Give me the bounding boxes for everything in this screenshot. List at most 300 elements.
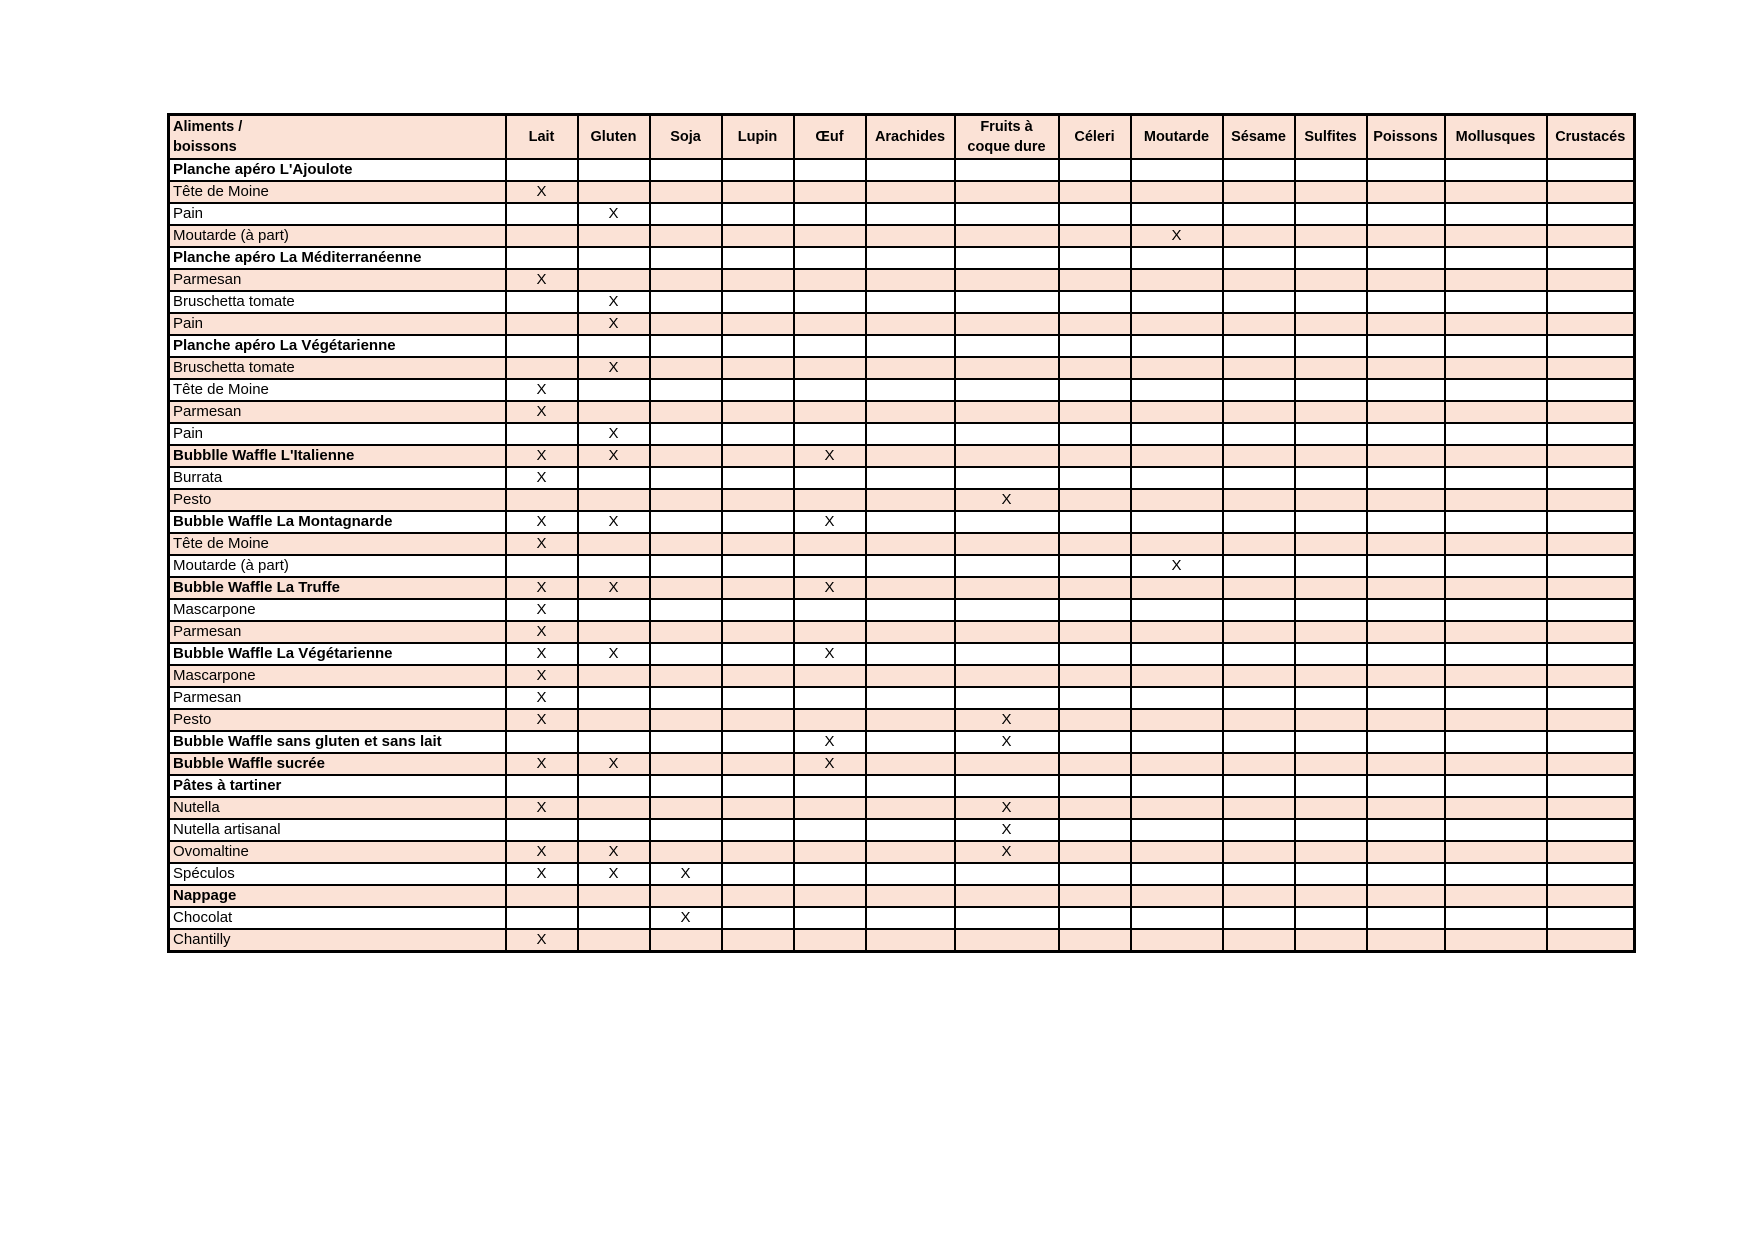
allergen-cell bbox=[1131, 379, 1223, 401]
allergen-cell bbox=[1547, 533, 1635, 555]
allergen-cell bbox=[578, 621, 650, 643]
allergen-cell bbox=[1295, 467, 1367, 489]
allergen-cell bbox=[1445, 709, 1547, 731]
allergen-cell bbox=[955, 269, 1059, 291]
allergen-cell: X bbox=[506, 621, 578, 643]
allergen-cell bbox=[722, 841, 794, 863]
allergen-cell bbox=[1223, 753, 1295, 775]
allergen-cell bbox=[1547, 401, 1635, 423]
allergen-cell bbox=[955, 247, 1059, 269]
allergen-cell bbox=[955, 555, 1059, 577]
allergen-cell bbox=[650, 379, 722, 401]
allergen-cell bbox=[955, 291, 1059, 313]
allergen-cell bbox=[578, 929, 650, 952]
item-name-cell: Nutella artisanal bbox=[169, 819, 506, 841]
allergen-cell bbox=[1547, 445, 1635, 467]
item-name-cell: Bubble Waffle sans gluten et sans lait bbox=[169, 731, 506, 753]
allergen-cell bbox=[506, 335, 578, 357]
allergen-cell bbox=[1059, 335, 1131, 357]
allergen-cell bbox=[1367, 225, 1445, 247]
allergen-cell bbox=[1547, 159, 1635, 181]
item-name-cell: Parmesan bbox=[169, 687, 506, 709]
allergen-cell bbox=[866, 269, 955, 291]
allergen-cell bbox=[722, 907, 794, 929]
allergen-cell bbox=[650, 159, 722, 181]
table-body bbox=[169, 159, 1635, 952]
item-name-cell: Bubble Waffle La Truffe bbox=[169, 577, 506, 599]
table-row bbox=[169, 511, 1635, 533]
allergen-cell bbox=[1445, 225, 1547, 247]
allergen-cell bbox=[1367, 621, 1445, 643]
allergen-cell bbox=[1223, 357, 1295, 379]
allergen-cell bbox=[1367, 181, 1445, 203]
allergen-cell bbox=[1445, 577, 1547, 599]
allergen-cell bbox=[1223, 489, 1295, 511]
allergen-cell bbox=[1445, 423, 1547, 445]
allergen-cell bbox=[650, 731, 722, 753]
allergen-cell bbox=[1223, 819, 1295, 841]
allergen-cell bbox=[578, 665, 650, 687]
allergen-cell bbox=[1059, 907, 1131, 929]
allergen-cell bbox=[1295, 775, 1367, 797]
allergen-cell: X bbox=[650, 907, 722, 929]
column-header: Lait bbox=[506, 115, 578, 160]
table-row bbox=[169, 269, 1635, 291]
allergen-cell bbox=[506, 885, 578, 907]
item-name-cell: Pain bbox=[169, 203, 506, 225]
allergen-cell bbox=[1131, 291, 1223, 313]
allergen-cell bbox=[650, 445, 722, 467]
allergen-cell bbox=[1131, 181, 1223, 203]
allergen-cell bbox=[578, 467, 650, 489]
allergen-cell bbox=[722, 445, 794, 467]
allergen-cell bbox=[1059, 489, 1131, 511]
allergen-cell bbox=[1367, 357, 1445, 379]
allergen-cell bbox=[1445, 885, 1547, 907]
item-name-cell: Parmesan bbox=[169, 269, 506, 291]
allergen-cell bbox=[1059, 401, 1131, 423]
allergen-cell bbox=[1295, 753, 1367, 775]
allergen-cell bbox=[1445, 775, 1547, 797]
allergen-cell bbox=[1547, 225, 1635, 247]
allergen-cell bbox=[650, 643, 722, 665]
allergen-cell bbox=[722, 225, 794, 247]
allergen-cell bbox=[794, 467, 866, 489]
allergen-cell bbox=[866, 753, 955, 775]
allergen-cell bbox=[1059, 731, 1131, 753]
allergen-cell bbox=[722, 665, 794, 687]
item-name-cell: Tête de Moine bbox=[169, 181, 506, 203]
allergen-cell bbox=[1131, 203, 1223, 225]
allergen-cell: X bbox=[578, 445, 650, 467]
allergen-cell bbox=[1547, 555, 1635, 577]
allergen-cell bbox=[1131, 775, 1223, 797]
allergen-cell bbox=[794, 181, 866, 203]
allergen-cell bbox=[1223, 929, 1295, 952]
allergen-cell bbox=[722, 577, 794, 599]
allergen-cell bbox=[1223, 709, 1295, 731]
allergen-cell bbox=[1295, 423, 1367, 445]
allergen-cell bbox=[1547, 731, 1635, 753]
allergen-cell bbox=[1059, 709, 1131, 731]
allergen-cell bbox=[1223, 907, 1295, 929]
allergen-cell bbox=[1131, 357, 1223, 379]
allergen-cell bbox=[1223, 621, 1295, 643]
allergen-cell bbox=[866, 357, 955, 379]
allergen-cell: X bbox=[794, 753, 866, 775]
allergen-cell bbox=[866, 247, 955, 269]
allergen-cell bbox=[722, 599, 794, 621]
table-row bbox=[169, 467, 1635, 489]
allergen-cell bbox=[722, 709, 794, 731]
allergen-cell: X bbox=[506, 577, 578, 599]
allergen-cell bbox=[794, 907, 866, 929]
allergen-cell bbox=[1059, 621, 1131, 643]
allergen-cell bbox=[722, 313, 794, 335]
allergen-cell bbox=[506, 225, 578, 247]
allergen-cell bbox=[794, 929, 866, 952]
allergen-cell bbox=[1295, 533, 1367, 555]
allergen-cell bbox=[794, 533, 866, 555]
allergen-cell bbox=[1367, 269, 1445, 291]
allergen-cell bbox=[1445, 313, 1547, 335]
allergen-cell bbox=[955, 445, 1059, 467]
allergen-cell bbox=[650, 401, 722, 423]
allergen-cell bbox=[650, 533, 722, 555]
allergen-cell bbox=[1059, 225, 1131, 247]
allergen-cell bbox=[1367, 775, 1445, 797]
allergen-cell bbox=[650, 423, 722, 445]
allergen-cell bbox=[1295, 885, 1367, 907]
allergen-cell bbox=[1223, 247, 1295, 269]
allergen-cell bbox=[1223, 203, 1295, 225]
table-row bbox=[169, 357, 1635, 379]
table-row bbox=[169, 709, 1635, 731]
allergen-cell bbox=[1295, 841, 1367, 863]
allergen-cell bbox=[650, 467, 722, 489]
allergen-cell bbox=[955, 511, 1059, 533]
allergen-cell bbox=[794, 159, 866, 181]
allergen-cell bbox=[1131, 907, 1223, 929]
allergen-cell bbox=[955, 577, 1059, 599]
allergen-cell: X bbox=[578, 863, 650, 885]
allergen-cell bbox=[794, 247, 866, 269]
allergen-cell bbox=[866, 621, 955, 643]
allergen-cell bbox=[1547, 907, 1635, 929]
allergen-cell bbox=[1547, 621, 1635, 643]
allergen-cell bbox=[1295, 401, 1367, 423]
allergen-cell bbox=[1295, 511, 1367, 533]
allergen-cell bbox=[794, 599, 866, 621]
allergen-cell bbox=[1367, 577, 1445, 599]
allergen-cell bbox=[722, 687, 794, 709]
item-name-cell: Moutarde (à part) bbox=[169, 555, 506, 577]
allergen-cell bbox=[1445, 445, 1547, 467]
table-row bbox=[169, 731, 1635, 753]
column-header: Soja bbox=[650, 115, 722, 160]
allergen-cell bbox=[1367, 467, 1445, 489]
column-header: Arachides bbox=[866, 115, 955, 160]
allergen-cell bbox=[955, 159, 1059, 181]
table-row bbox=[169, 335, 1635, 357]
allergen-cell bbox=[1059, 885, 1131, 907]
allergen-cell bbox=[722, 159, 794, 181]
item-name-cell: Planche apéro La Végétarienne bbox=[169, 335, 506, 357]
allergen-cell bbox=[866, 731, 955, 753]
allergen-cell bbox=[1223, 643, 1295, 665]
allergen-cell bbox=[1445, 643, 1547, 665]
table-row bbox=[169, 555, 1635, 577]
item-name-cell: Spéculos bbox=[169, 863, 506, 885]
allergen-cell bbox=[1059, 159, 1131, 181]
allergen-cell bbox=[955, 379, 1059, 401]
item-name-cell: Nutella bbox=[169, 797, 506, 819]
allergen-cell: X bbox=[650, 863, 722, 885]
table-header-row bbox=[169, 115, 1635, 160]
allergen-cell bbox=[866, 313, 955, 335]
allergen-cell bbox=[722, 753, 794, 775]
allergen-cell: X bbox=[506, 379, 578, 401]
allergen-cell bbox=[794, 291, 866, 313]
allergen-cell: X bbox=[506, 511, 578, 533]
allergen-cell bbox=[1059, 643, 1131, 665]
allergen-cell bbox=[1367, 555, 1445, 577]
allergen-cell bbox=[722, 643, 794, 665]
allergen-cell bbox=[866, 599, 955, 621]
allergen-cell bbox=[1059, 511, 1131, 533]
allergen-cell bbox=[1367, 687, 1445, 709]
allergen-cell bbox=[866, 555, 955, 577]
allergen-cell bbox=[1059, 929, 1131, 952]
allergen-cell bbox=[1059, 753, 1131, 775]
allergen-cell bbox=[1547, 885, 1635, 907]
allergen-cell bbox=[1445, 203, 1547, 225]
item-name-cell: Bubble Waffle La Végétarienne bbox=[169, 643, 506, 665]
allergen-cell bbox=[866, 511, 955, 533]
allergen-cell bbox=[794, 489, 866, 511]
allergen-cell bbox=[1059, 203, 1131, 225]
allergen-cell bbox=[1295, 665, 1367, 687]
allergen-cell bbox=[506, 775, 578, 797]
allergen-cell bbox=[650, 841, 722, 863]
allergen-cell bbox=[1131, 467, 1223, 489]
table-row bbox=[169, 533, 1635, 555]
table-row bbox=[169, 401, 1635, 423]
allergen-cell: X bbox=[955, 797, 1059, 819]
allergen-cell bbox=[506, 731, 578, 753]
allergen-cell bbox=[1223, 797, 1295, 819]
allergen-cell bbox=[955, 665, 1059, 687]
allergen-cell bbox=[1547, 775, 1635, 797]
allergen-cell bbox=[722, 467, 794, 489]
allergen-cell bbox=[506, 819, 578, 841]
allergen-cell bbox=[650, 181, 722, 203]
allergen-cell bbox=[578, 181, 650, 203]
allergen-cell bbox=[1295, 357, 1367, 379]
allergen-cell bbox=[1131, 753, 1223, 775]
allergen-cell bbox=[1547, 819, 1635, 841]
allergen-cell bbox=[722, 335, 794, 357]
table-row bbox=[169, 643, 1635, 665]
column-header: Sésame bbox=[1223, 115, 1295, 160]
allergen-cell bbox=[1547, 335, 1635, 357]
allergen-cell bbox=[650, 357, 722, 379]
allergen-cell bbox=[1367, 665, 1445, 687]
allergen-cell bbox=[1059, 687, 1131, 709]
allergen-cell bbox=[794, 885, 866, 907]
allergen-cell bbox=[794, 819, 866, 841]
allergen-cell: X bbox=[578, 511, 650, 533]
allergen-cell bbox=[1059, 819, 1131, 841]
allergen-cell bbox=[955, 357, 1059, 379]
table-row bbox=[169, 159, 1635, 181]
table-row bbox=[169, 885, 1635, 907]
allergen-cell bbox=[1445, 555, 1547, 577]
allergen-cell: X bbox=[506, 401, 578, 423]
allergen-cell bbox=[955, 181, 1059, 203]
allergen-cell bbox=[1445, 929, 1547, 952]
allergen-cell bbox=[722, 291, 794, 313]
allergen-cell: X bbox=[794, 445, 866, 467]
allergen-cell bbox=[1295, 687, 1367, 709]
item-name-cell: Mascarpone bbox=[169, 599, 506, 621]
item-name-cell: Chantilly bbox=[169, 929, 506, 952]
allergen-cell bbox=[578, 225, 650, 247]
allergen-cell bbox=[1445, 357, 1547, 379]
allergen-table bbox=[167, 113, 1636, 953]
item-name-cell: Bubble Waffle sucrée bbox=[169, 753, 506, 775]
allergen-cell bbox=[866, 929, 955, 952]
allergen-cell bbox=[1367, 489, 1445, 511]
allergen-cell bbox=[650, 621, 722, 643]
allergen-cell: X bbox=[794, 731, 866, 753]
allergen-cell bbox=[955, 423, 1059, 445]
allergen-cell bbox=[1059, 291, 1131, 313]
allergen-cell bbox=[1547, 643, 1635, 665]
allergen-cell bbox=[1059, 247, 1131, 269]
allergen-cell bbox=[1367, 929, 1445, 952]
allergen-cell bbox=[955, 203, 1059, 225]
allergen-cell bbox=[866, 203, 955, 225]
allergen-cell bbox=[650, 929, 722, 952]
allergen-cell bbox=[578, 775, 650, 797]
allergen-cell: X bbox=[955, 819, 1059, 841]
item-name-cell: Nappage bbox=[169, 885, 506, 907]
table-row bbox=[169, 687, 1635, 709]
allergen-cell bbox=[1131, 511, 1223, 533]
allergen-cell bbox=[506, 423, 578, 445]
allergen-cell bbox=[1367, 291, 1445, 313]
allergen-cell bbox=[1223, 577, 1295, 599]
allergen-cell bbox=[506, 357, 578, 379]
allergen-cell bbox=[650, 885, 722, 907]
allergen-cell bbox=[1295, 269, 1367, 291]
allergen-cell: X bbox=[506, 599, 578, 621]
allergen-cell bbox=[1547, 511, 1635, 533]
allergen-cell: X bbox=[578, 423, 650, 445]
allergen-cell bbox=[1367, 797, 1445, 819]
allergen-cell bbox=[1223, 269, 1295, 291]
item-name-cell: Pain bbox=[169, 423, 506, 445]
allergen-cell bbox=[1131, 665, 1223, 687]
allergen-cell bbox=[794, 401, 866, 423]
allergen-cell bbox=[1547, 269, 1635, 291]
allergen-cell bbox=[1131, 687, 1223, 709]
allergen-cell bbox=[506, 203, 578, 225]
allergen-cell bbox=[1223, 313, 1295, 335]
allergen-cell bbox=[722, 533, 794, 555]
allergen-cell bbox=[1059, 379, 1131, 401]
allergen-cell bbox=[1445, 819, 1547, 841]
allergen-cell bbox=[1223, 423, 1295, 445]
allergen-cell bbox=[866, 885, 955, 907]
allergen-cell bbox=[578, 599, 650, 621]
item-name-cell: Bruschetta tomate bbox=[169, 291, 506, 313]
allergen-cell bbox=[1445, 159, 1547, 181]
allergen-cell bbox=[955, 907, 1059, 929]
allergen-cell bbox=[955, 401, 1059, 423]
allergen-cell bbox=[955, 599, 1059, 621]
allergen-cell bbox=[1131, 423, 1223, 445]
allergen-cell bbox=[1295, 577, 1367, 599]
allergen-cell bbox=[1445, 467, 1547, 489]
column-header: Gluten bbox=[578, 115, 650, 160]
allergen-cell bbox=[1059, 797, 1131, 819]
allergen-cell bbox=[1131, 401, 1223, 423]
allergen-cell bbox=[1223, 401, 1295, 423]
allergen-cell bbox=[650, 687, 722, 709]
item-name-cell: Parmesan bbox=[169, 401, 506, 423]
allergen-cell bbox=[1547, 841, 1635, 863]
column-header: Moutarde bbox=[1131, 115, 1223, 160]
allergen-cell bbox=[650, 599, 722, 621]
allergen-cell bbox=[955, 643, 1059, 665]
allergen-cell bbox=[1223, 687, 1295, 709]
allergen-cell bbox=[1547, 709, 1635, 731]
allergen-cell bbox=[578, 159, 650, 181]
allergen-cell bbox=[1223, 379, 1295, 401]
allergen-cell bbox=[1445, 753, 1547, 775]
allergen-cell bbox=[866, 687, 955, 709]
allergen-cell bbox=[1131, 621, 1223, 643]
allergen-cell bbox=[1223, 885, 1295, 907]
allergen-cell bbox=[1445, 533, 1547, 555]
item-name-cell: Bubblle Waffle L'Italienne bbox=[169, 445, 506, 467]
allergen-cell bbox=[1367, 599, 1445, 621]
allergen-cell bbox=[1131, 841, 1223, 863]
column-header: Crustacés bbox=[1547, 115, 1635, 160]
allergen-cell bbox=[955, 533, 1059, 555]
column-header: Fruits à coque dure bbox=[955, 115, 1059, 160]
allergen-cell: X bbox=[578, 753, 650, 775]
item-name-cell: Pain bbox=[169, 313, 506, 335]
allergen-cell: X bbox=[506, 753, 578, 775]
allergen-cell bbox=[955, 929, 1059, 952]
allergen-cell bbox=[955, 687, 1059, 709]
allergen-cell bbox=[1223, 599, 1295, 621]
allergen-cell: X bbox=[578, 203, 650, 225]
allergen-cell bbox=[1131, 643, 1223, 665]
allergen-cell bbox=[1547, 247, 1635, 269]
table-row bbox=[169, 907, 1635, 929]
allergen-cell bbox=[955, 863, 1059, 885]
item-name-cell: Planche apéro La Méditerranéenne bbox=[169, 247, 506, 269]
allergen-cell bbox=[1223, 775, 1295, 797]
allergen-cell bbox=[794, 225, 866, 247]
allergen-cell bbox=[866, 819, 955, 841]
allergen-cell bbox=[1445, 291, 1547, 313]
allergen-cell bbox=[722, 181, 794, 203]
